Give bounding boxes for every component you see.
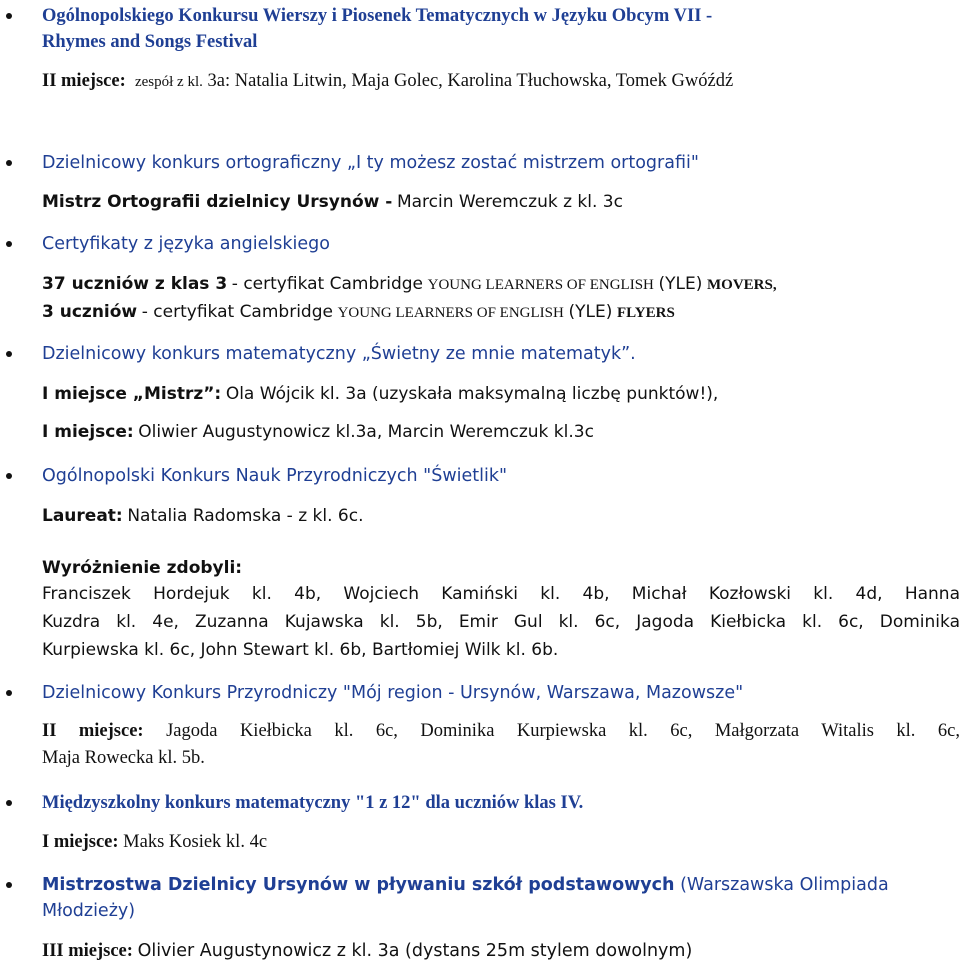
result-text: Jagoda Kiełbicka kl. 6c, Dominika Kurpiewska kl. 6c, Małgorzata Witalis kl. 6c, — [166, 721, 960, 741]
bullet-icon — [6, 13, 12, 19]
result-line — [42, 420, 594, 444]
bullet-icon — [6, 800, 12, 806]
result-label: Wyróżnienie zdobyli: — [42, 558, 243, 578]
result-label: Mistrz Ortografii dzielnicy Ursynów - — [42, 192, 393, 212]
result-text: Oliwier Augustynowicz kl.3a, Marcin Weremczuk kl.3c — [138, 422, 594, 442]
result-line — [42, 190, 623, 214]
result-line — [42, 272, 777, 297]
section-title — [42, 873, 889, 897]
section-title: Dzielnicowy Konkurs Przyrodniczy "Mój region - Ursynów, Warszawa, Mazowsze" — [42, 683, 744, 703]
result-label: Laureat: — [42, 506, 123, 526]
section-title-continued: Młodzieży) — [42, 901, 136, 921]
result-text: - certyfikat Cambridge — [231, 274, 423, 294]
section-title: Międzyszkolny konkurs matematyczny "1 z 12" dla uczniów klas IV. — [42, 793, 584, 813]
certificate-name: YOUNG LEARNERS OF ENGLISH — [427, 277, 654, 293]
result-label: II miejsce: — [42, 721, 144, 741]
honorable-mentions-line: Kurpiewska kl. 6c, John Stewart kl. 6b, Bartłomiej Wilk kl. 6b. — [42, 640, 559, 660]
result-text: Ola Wójcik kl. 3a (uzyskała maksymalną liczbę punktów!), — [225, 384, 719, 404]
result-label: 3 uczniów — [42, 302, 138, 322]
result-text: Natalia Radomska - z kl. 6c. — [127, 506, 364, 526]
result-line — [42, 504, 363, 528]
bullet-icon — [6, 351, 12, 357]
result-label: III miejsce: — [42, 941, 133, 961]
section-title: Ogólnopolski Konkurs Nauk Przyrodniczych "Świetlik" — [42, 466, 508, 486]
result-label: I miejsce: — [42, 832, 119, 852]
bullet-icon — [6, 690, 12, 696]
section-title-continued: Rhymes and Songs Festival — [42, 32, 258, 52]
result-line — [42, 719, 960, 743]
result-text: Marcin Weremczuk z kl. 3c — [396, 192, 623, 212]
result-text: Olivier Augustynowicz z kl. 3a (dystans 25m stylem dowolnym) — [137, 941, 693, 961]
certificate-name: YOUNG LEARNERS OF ENGLISH — [337, 305, 564, 321]
result-line-continued: Maja Rowecka kl. 5b. — [42, 748, 205, 768]
certificate-code: (YLE) — [658, 274, 703, 294]
bullet-icon — [6, 882, 12, 888]
section-title-paren: (Warszawska Olimpiada — [680, 875, 889, 895]
result-line — [42, 830, 267, 854]
bullet-icon — [6, 241, 12, 247]
honorable-mentions-line: Kuzdra kl. 4e, Zuzanna Kujawska kl. 5b, Emir Gul kl. 6c, Jagoda Kiełbicka kl. 6c, Dominika — [42, 612, 960, 632]
result-text: - certyfikat Cambridge — [141, 302, 333, 322]
section-title: Certyfikaty z języka angielskiego — [42, 234, 330, 254]
result-label: II miejsce: — [42, 71, 126, 91]
section-title: Ogólnopolskiego Konkursu Wierszy i Piosenek Tematycznych w Języku Obcym VII - — [42, 6, 713, 26]
bullet-icon — [6, 473, 12, 479]
result-line — [42, 69, 733, 94]
bullet-icon — [6, 160, 12, 166]
result-text: 3a: Natalia Litwin, Maja Golec, Karolina Tłuchowska, Tomek Gwóźdź — [207, 71, 734, 91]
certificate-level: FLYERS — [616, 305, 675, 321]
result-label: I miejsce „Mistrz”: — [42, 384, 222, 404]
section-title: Dzielnicowy konkurs matematyczny „Świetny ze mnie matematyk”. — [42, 344, 636, 364]
result-line — [42, 382, 718, 406]
certificate-code: (YLE) — [568, 302, 613, 322]
result-line — [42, 939, 692, 963]
honorable-mentions-line: Franciszek Hordejuk kl. 4b, Wojciech Kamiński kl. 4b, Michał Kozłowski kl. 4d, Hanna — [42, 584, 960, 604]
result-text: Maks Kosiek kl. 4c — [123, 832, 268, 852]
certificate-level: MOVERS, — [707, 277, 777, 293]
section-title: Dzielnicowy konkurs ortograficzny „I ty możesz zostać mistrzem ortografii" — [42, 153, 699, 173]
result-label: 37 uczniów z klas 3 — [42, 274, 228, 294]
result-small-text: zespół z kl. — [134, 74, 203, 90]
result-line — [42, 300, 675, 325]
result-label: I miejsce: — [42, 422, 134, 442]
section-title-main: Mistrzostwa Dzielnicy Ursynów w pływaniu szkół podstawowych — [42, 875, 675, 895]
